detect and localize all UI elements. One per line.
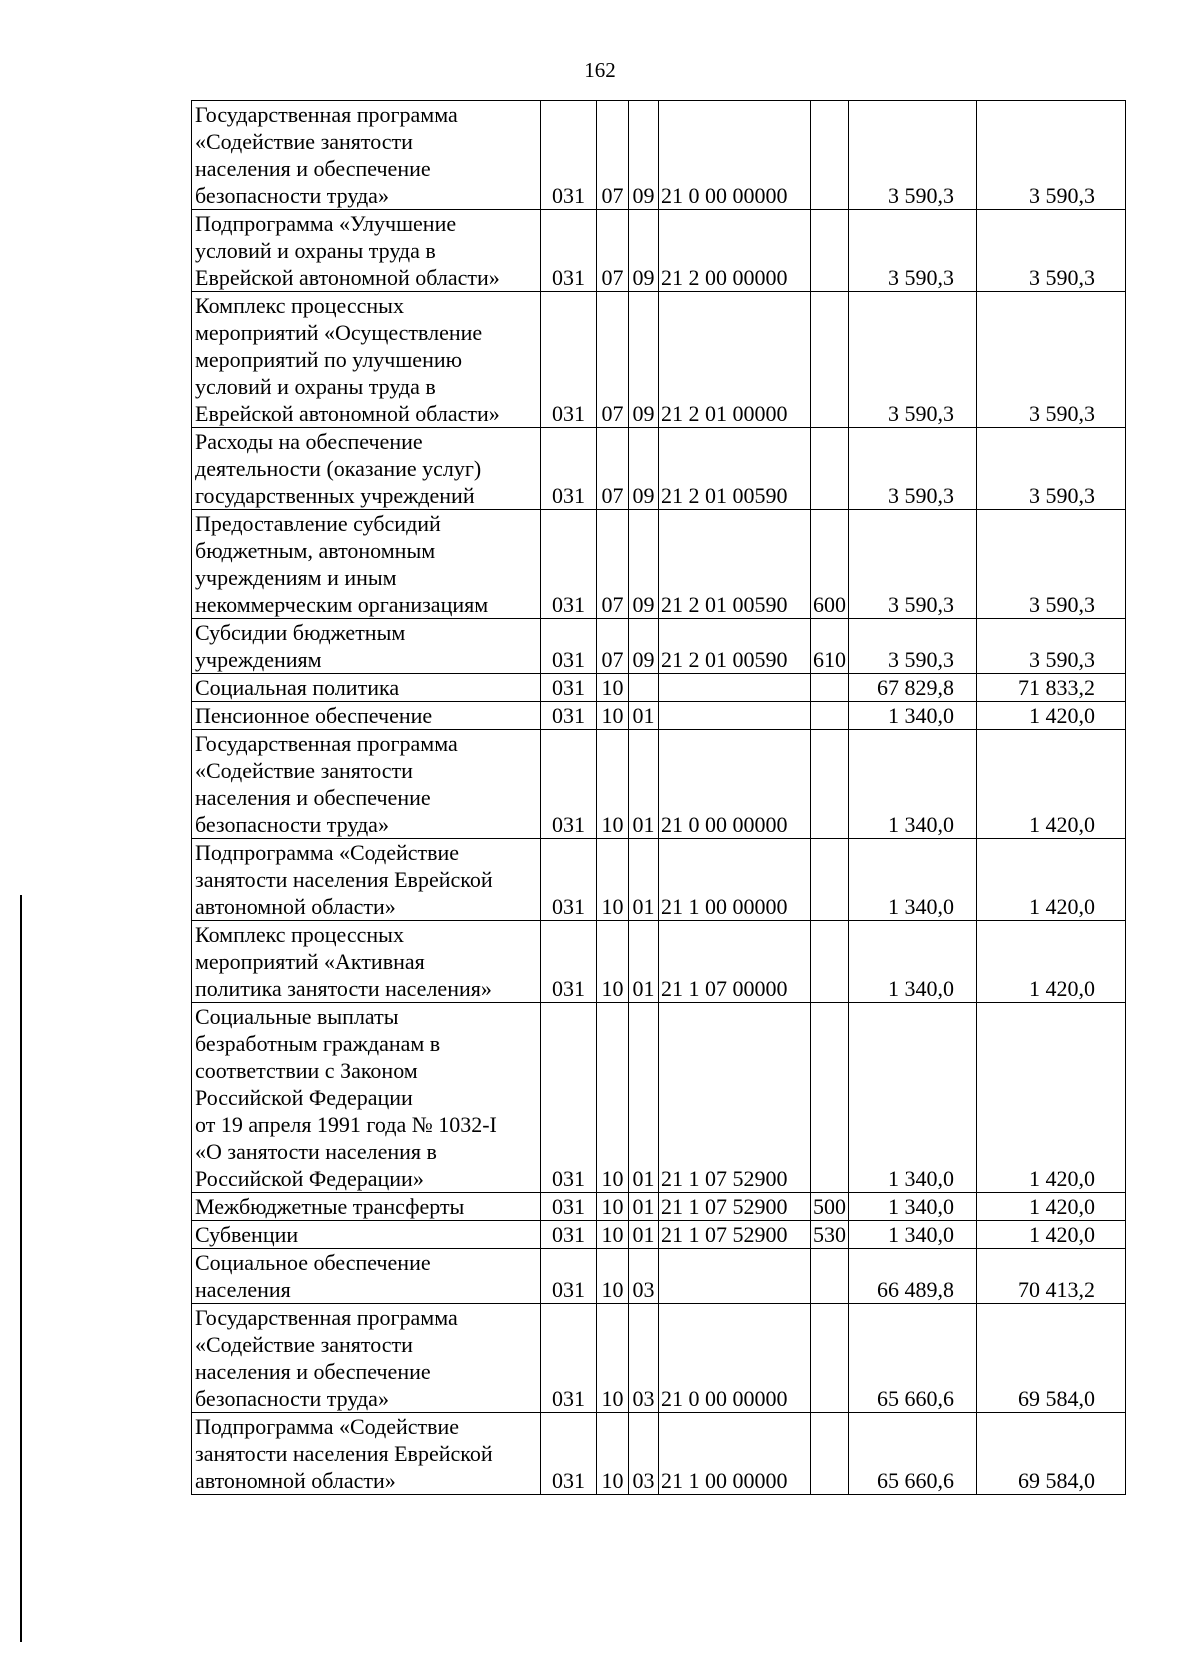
cell-ved: 031 — [541, 702, 597, 730]
item-name-line: Подпрограмма «Содействие — [195, 840, 460, 865]
cell-ved: 031 — [541, 730, 597, 839]
cell-expense-type — [811, 839, 849, 921]
cell-ved: 031 — [541, 1003, 597, 1193]
cell-amount-year2: 3 590,3 — [977, 510, 1126, 619]
table-row — [192, 730, 1126, 839]
item-name-line: населения и обеспечение — [195, 156, 431, 181]
cell-subsection: 09 — [629, 428, 659, 510]
item-name-line: мероприятий по улучшению — [195, 347, 463, 372]
item-name-line: безработным гражданам в — [195, 1031, 441, 1056]
item-name-line: занятости населения Еврейской — [195, 1441, 493, 1466]
item-name-line: «Содействие занятости — [195, 1332, 413, 1357]
item-name-line: мероприятий «Активная — [195, 949, 425, 974]
cell-section: 10 — [597, 1221, 629, 1249]
margin-rule — [20, 895, 22, 1642]
table-row — [192, 1249, 1126, 1304]
cell-section: 10 — [597, 1249, 629, 1304]
cell-section: 07 — [597, 428, 629, 510]
item-name-line: Российской Федерации — [195, 1085, 413, 1110]
item-name-line: Комплекс процессных — [195, 922, 404, 947]
cell-item-name — [192, 730, 541, 839]
cell-amount-year1: 3 590,3 — [849, 292, 977, 428]
cell-amount-year2: 69 584,0 — [977, 1413, 1126, 1495]
item-name-line: «О занятости населения в — [195, 1139, 437, 1164]
cell-ved: 031 — [541, 619, 597, 674]
budget-table — [191, 100, 1126, 1495]
cell-item-name — [192, 619, 541, 674]
cell-amount-year1: 3 590,3 — [849, 210, 977, 292]
cell-amount-year2: 71 833,2 — [977, 674, 1126, 702]
cell-amount-year2: 70 413,2 — [977, 1249, 1126, 1304]
table-row — [192, 619, 1126, 674]
cell-expense-type — [811, 702, 849, 730]
item-name-line: Государственная программа — [195, 102, 458, 127]
item-name-line: Социальное обеспечение — [195, 1250, 431, 1275]
cell-subsection: 03 — [629, 1413, 659, 1495]
item-name-line: условий и охраны труда в — [195, 374, 436, 399]
cell-section: 10 — [597, 702, 629, 730]
cell-ved: 031 — [541, 101, 597, 210]
cell-section: 10 — [597, 674, 629, 702]
cell-subsection: 01 — [629, 839, 659, 921]
item-name-line: Комплекс процессных — [195, 293, 404, 318]
cell-amount-year2: 1 420,0 — [977, 921, 1126, 1003]
cell-amount-year1: 65 660,6 — [849, 1413, 977, 1495]
cell-amount-year1: 3 590,3 — [849, 428, 977, 510]
item-name-line: безопасности труда» — [195, 1386, 389, 1411]
cell-section: 07 — [597, 101, 629, 210]
cell-amount-year2: 1 420,0 — [977, 730, 1126, 839]
item-name-line: безопасности труда» — [195, 812, 389, 837]
cell-ved: 031 — [541, 1221, 597, 1249]
cell-amount-year2: 1 420,0 — [977, 702, 1126, 730]
cell-expense-type: 610 — [811, 619, 849, 674]
cell-section: 10 — [597, 1003, 629, 1193]
item-name-line: некоммерческим организациям — [195, 592, 489, 617]
item-name-line: «Содействие занятости — [195, 758, 413, 783]
cell-subsection: 09 — [629, 292, 659, 428]
item-name-line: Подпрограмма «Содействие — [195, 1414, 460, 1439]
cell-target-article — [659, 1249, 811, 1304]
item-name-line: мероприятий «Осуществление — [195, 320, 483, 345]
cell-subsection: 01 — [629, 730, 659, 839]
cell-section: 10 — [597, 921, 629, 1003]
table-row — [192, 101, 1126, 210]
cell-section: 07 — [597, 619, 629, 674]
cell-item-name — [192, 702, 541, 730]
item-name-line: автономной области» — [195, 894, 396, 919]
cell-amount-year2: 3 590,3 — [977, 292, 1126, 428]
cell-target-article: 21 1 07 52900 — [659, 1003, 811, 1193]
cell-amount-year2: 1 420,0 — [977, 1003, 1126, 1193]
cell-item-name — [192, 1249, 541, 1304]
cell-section: 10 — [597, 839, 629, 921]
cell-amount-year1: 66 489,8 — [849, 1249, 977, 1304]
cell-item-name — [192, 510, 541, 619]
cell-section: 10 — [597, 1304, 629, 1413]
cell-amount-year2: 3 590,3 — [977, 428, 1126, 510]
cell-ved: 031 — [541, 1304, 597, 1413]
cell-amount-year1: 65 660,6 — [849, 1304, 977, 1413]
cell-target-article: 21 0 00 00000 — [659, 101, 811, 210]
item-name-line: автономной области» — [195, 1468, 396, 1493]
cell-item-name — [192, 674, 541, 702]
item-name-line: Государственная программа — [195, 731, 458, 756]
item-name-line: политика занятости населения» — [195, 976, 492, 1001]
cell-ved: 031 — [541, 210, 597, 292]
cell-item-name — [192, 1304, 541, 1413]
cell-expense-type — [811, 1304, 849, 1413]
cell-target-article: 21 2 01 00590 — [659, 510, 811, 619]
item-name-line: Межбюджетные трансферты — [195, 1194, 465, 1219]
table-row — [192, 510, 1126, 619]
cell-expense-type: 600 — [811, 510, 849, 619]
item-name-line: государственных учреждений — [195, 483, 475, 508]
item-name-line: Подпрограмма «Улучшение — [195, 211, 457, 236]
table-row — [192, 1003, 1126, 1193]
cell-subsection: 01 — [629, 702, 659, 730]
item-name-line: населения и обеспечение — [195, 1359, 431, 1384]
table-body — [192, 101, 1126, 1495]
cell-section: 07 — [597, 210, 629, 292]
cell-expense-type: 530 — [811, 1221, 849, 1249]
item-name-line: Социальные выплаты — [195, 1004, 399, 1029]
cell-ved: 031 — [541, 839, 597, 921]
cell-ved: 031 — [541, 510, 597, 619]
cell-target-article: 21 2 01 00590 — [659, 428, 811, 510]
cell-item-name — [192, 1221, 541, 1249]
table-row — [192, 1413, 1126, 1495]
cell-ved: 031 — [541, 674, 597, 702]
item-name-line: Предоставление субсидий — [195, 511, 441, 536]
cell-subsection: 09 — [629, 101, 659, 210]
cell-ved: 031 — [541, 1193, 597, 1221]
cell-amount-year1: 1 340,0 — [849, 702, 977, 730]
cell-amount-year2: 1 420,0 — [977, 1221, 1126, 1249]
table-row — [192, 292, 1126, 428]
cell-target-article: 21 2 01 00000 — [659, 292, 811, 428]
cell-subsection: 01 — [629, 1003, 659, 1193]
cell-amount-year1: 3 590,3 — [849, 619, 977, 674]
cell-item-name — [192, 1193, 541, 1221]
item-name-line: Социальная политика — [195, 675, 400, 700]
cell-expense-type — [811, 101, 849, 210]
item-name-line: Субвенции — [195, 1222, 299, 1247]
item-name-line: Еврейской автономной области» — [195, 265, 500, 290]
cell-section: 10 — [597, 730, 629, 839]
cell-item-name — [192, 101, 541, 210]
cell-target-article: 21 0 00 00000 — [659, 1304, 811, 1413]
cell-expense-type — [811, 921, 849, 1003]
cell-amount-year1: 1 340,0 — [849, 1193, 977, 1221]
cell-item-name — [192, 428, 541, 510]
cell-amount-year2: 3 590,3 — [977, 619, 1126, 674]
cell-amount-year1: 3 590,3 — [849, 101, 977, 210]
item-name-line: населения — [195, 1277, 291, 1302]
cell-target-article: 21 2 00 00000 — [659, 210, 811, 292]
cell-target-article: 21 1 00 00000 — [659, 1413, 811, 1495]
cell-ved: 031 — [541, 292, 597, 428]
cell-section: 10 — [597, 1193, 629, 1221]
cell-item-name — [192, 839, 541, 921]
item-name-line: Расходы на обеспечение — [195, 429, 423, 454]
item-name-line: от 19 апреля 1991 года № 1032-I — [195, 1112, 497, 1137]
cell-subsection: 09 — [629, 510, 659, 619]
cell-amount-year1: 67 829,8 — [849, 674, 977, 702]
cell-item-name — [192, 921, 541, 1003]
item-name-line: Пенсионное обеспечение — [195, 703, 433, 728]
item-name-line: «Содействие занятости — [195, 129, 413, 154]
item-name-line: занятости населения Еврейской — [195, 867, 493, 892]
table-row — [192, 839, 1126, 921]
page-number: 162 — [584, 58, 616, 82]
table-row — [192, 210, 1126, 292]
cell-subsection: 01 — [629, 921, 659, 1003]
cell-subsection: 01 — [629, 1221, 659, 1249]
cell-subsection: 03 — [629, 1304, 659, 1413]
cell-subsection: 03 — [629, 1249, 659, 1304]
cell-amount-year2: 3 590,3 — [977, 210, 1126, 292]
cell-subsection: 09 — [629, 210, 659, 292]
cell-subsection: 01 — [629, 1193, 659, 1221]
cell-section: 07 — [597, 292, 629, 428]
item-name-line: учреждениям и иным — [195, 565, 397, 590]
cell-expense-type — [811, 292, 849, 428]
cell-ved: 031 — [541, 1249, 597, 1304]
cell-section: 07 — [597, 510, 629, 619]
cell-expense-type — [811, 1413, 849, 1495]
cell-item-name — [192, 210, 541, 292]
table-row — [192, 702, 1126, 730]
cell-expense-type — [811, 1003, 849, 1193]
cell-target-article: 21 0 00 00000 — [659, 730, 811, 839]
table-row — [192, 428, 1126, 510]
table-row — [192, 921, 1126, 1003]
table-row — [192, 1221, 1126, 1249]
cell-expense-type — [811, 1249, 849, 1304]
cell-amount-year1: 1 340,0 — [849, 1003, 977, 1193]
cell-ved: 031 — [541, 428, 597, 510]
cell-amount-year1: 1 340,0 — [849, 1221, 977, 1249]
cell-item-name — [192, 1413, 541, 1495]
table-row — [192, 1304, 1126, 1413]
cell-target-article: 21 2 01 00590 — [659, 619, 811, 674]
cell-expense-type — [811, 674, 849, 702]
cell-expense-type: 500 — [811, 1193, 849, 1221]
cell-target-article — [659, 702, 811, 730]
cell-expense-type — [811, 730, 849, 839]
cell-target-article: 21 1 07 52900 — [659, 1193, 811, 1221]
item-name-line: Субсидии бюджетным — [195, 620, 406, 645]
cell-expense-type — [811, 210, 849, 292]
cell-item-name — [192, 292, 541, 428]
cell-amount-year2: 1 420,0 — [977, 1193, 1126, 1221]
cell-amount-year2: 3 590,3 — [977, 101, 1126, 210]
item-name-line: соответствии с Законом — [195, 1058, 418, 1083]
item-name-line: деятельности (оказание услуг) — [195, 456, 482, 481]
item-name-line: учреждениям — [195, 647, 322, 672]
cell-amount-year1: 1 340,0 — [849, 730, 977, 839]
item-name-line: населения и обеспечение — [195, 785, 431, 810]
cell-amount-year2: 69 584,0 — [977, 1304, 1126, 1413]
cell-target-article: 21 1 00 00000 — [659, 839, 811, 921]
item-name-line: Российской Федерации» — [195, 1166, 424, 1191]
cell-amount-year1: 1 340,0 — [849, 921, 977, 1003]
table-row — [192, 1193, 1126, 1221]
cell-section: 10 — [597, 1413, 629, 1495]
item-name-line: Еврейской автономной области» — [195, 401, 500, 426]
cell-amount-year1: 3 590,3 — [849, 510, 977, 619]
cell-ved: 031 — [541, 921, 597, 1003]
item-name-line: безопасности труда» — [195, 183, 389, 208]
cell-target-article — [659, 674, 811, 702]
table-row — [192, 674, 1126, 702]
cell-subsection — [629, 674, 659, 702]
item-name-line: Государственная программа — [195, 1305, 458, 1330]
cell-target-article: 21 1 07 52900 — [659, 1221, 811, 1249]
cell-target-article: 21 1 07 00000 — [659, 921, 811, 1003]
cell-amount-year2: 1 420,0 — [977, 839, 1126, 921]
cell-subsection: 09 — [629, 619, 659, 674]
item-name-line: условий и охраны труда в — [195, 238, 436, 263]
item-name-line: бюджетным, автономным — [195, 538, 436, 563]
cell-ved: 031 — [541, 1413, 597, 1495]
cell-item-name — [192, 1003, 541, 1193]
cell-amount-year1: 1 340,0 — [849, 839, 977, 921]
cell-expense-type — [811, 428, 849, 510]
